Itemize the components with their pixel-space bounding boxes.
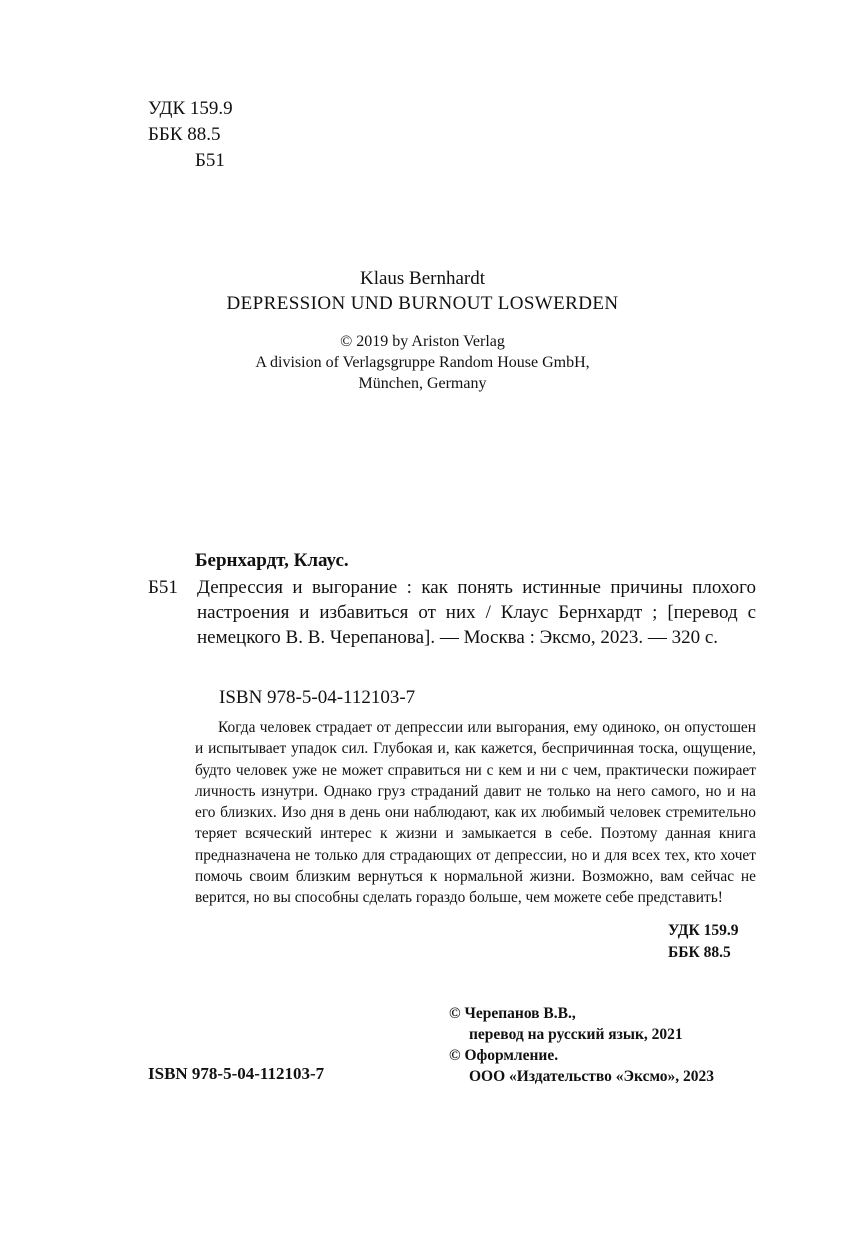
author-sign: Б51 <box>195 150 225 171</box>
annotation-bbk: ББК 88.5 <box>668 944 731 961</box>
bibliographic-description: Депрессия и выгорание : как понять истинные причины плохого настроения и избавиться от них / Клаус Бернхардт ; [перевод с немецкого В. В. Черепанова]. — Москва : Эксмо, 2023. — 320 с. <box>197 577 756 648</box>
original-author: Klaus Bernhardt <box>359 268 486 289</box>
original-copyright-line-1: © 2019 by Ariston Verlag <box>340 333 505 350</box>
bibliographic-author: Бернхардт, Клаус. <box>195 550 349 571</box>
udk-code: УДК 159.9 <box>148 98 233 119</box>
footer-isbn: ISBN 978-5-04-112103-7 <box>148 1064 325 1083</box>
original-copyright-line-2: A division of Verlagsgruppe Random House GmbH, <box>255 354 590 371</box>
translation-copyright-line-2: перевод на русский язык, 2021 <box>469 1026 683 1043</box>
annotation-text: Когда человек страдает от депрессии или выгорания, ему одиноко, он опустошен и испытывает упадок сил. Глубокая и, как кажется, беспричинная тоска, ощущение, будто человек уже не может справиться ни с кем и ни с чем, практически пожирает личность изнутри. Однако груз страданий давит не только на него самого, но и на его близких. Изо дня в день они наблюдают, как их любимый человек стремительно теряет всяческий интерес к жизни и замыкается в себе. Поэтому данная книга предназначена не только для страдающих от депрессии, но и для всех тех, кто хочет помочь своим близким вернуться к нормальной жизни. Возможно, вам сейчас не верится, но вы способны сделать гораздо больше, чем можете себе представить! <box>195 719 756 907</box>
design-copyright-line-1: © Оформление. <box>449 1047 559 1064</box>
design-copyright-line-2: ООО «Издательство «Эксмо», 2023 <box>469 1068 715 1085</box>
bbk-code: ББК 88.5 <box>148 124 221 145</box>
bibliographic-author-sign: Б51 <box>148 577 178 598</box>
original-copyright-line-3: München, Germany <box>358 375 487 392</box>
annotation-udk: УДК 159.9 <box>668 922 739 939</box>
original-title: DEPRESSION UND BURNOUT LOSWERDEN <box>226 293 619 314</box>
translation-copyright-line-1: © Черепанов В.В., <box>449 1005 576 1022</box>
bibliographic-isbn: ISBN 978-5-04-112103-7 <box>219 687 416 708</box>
